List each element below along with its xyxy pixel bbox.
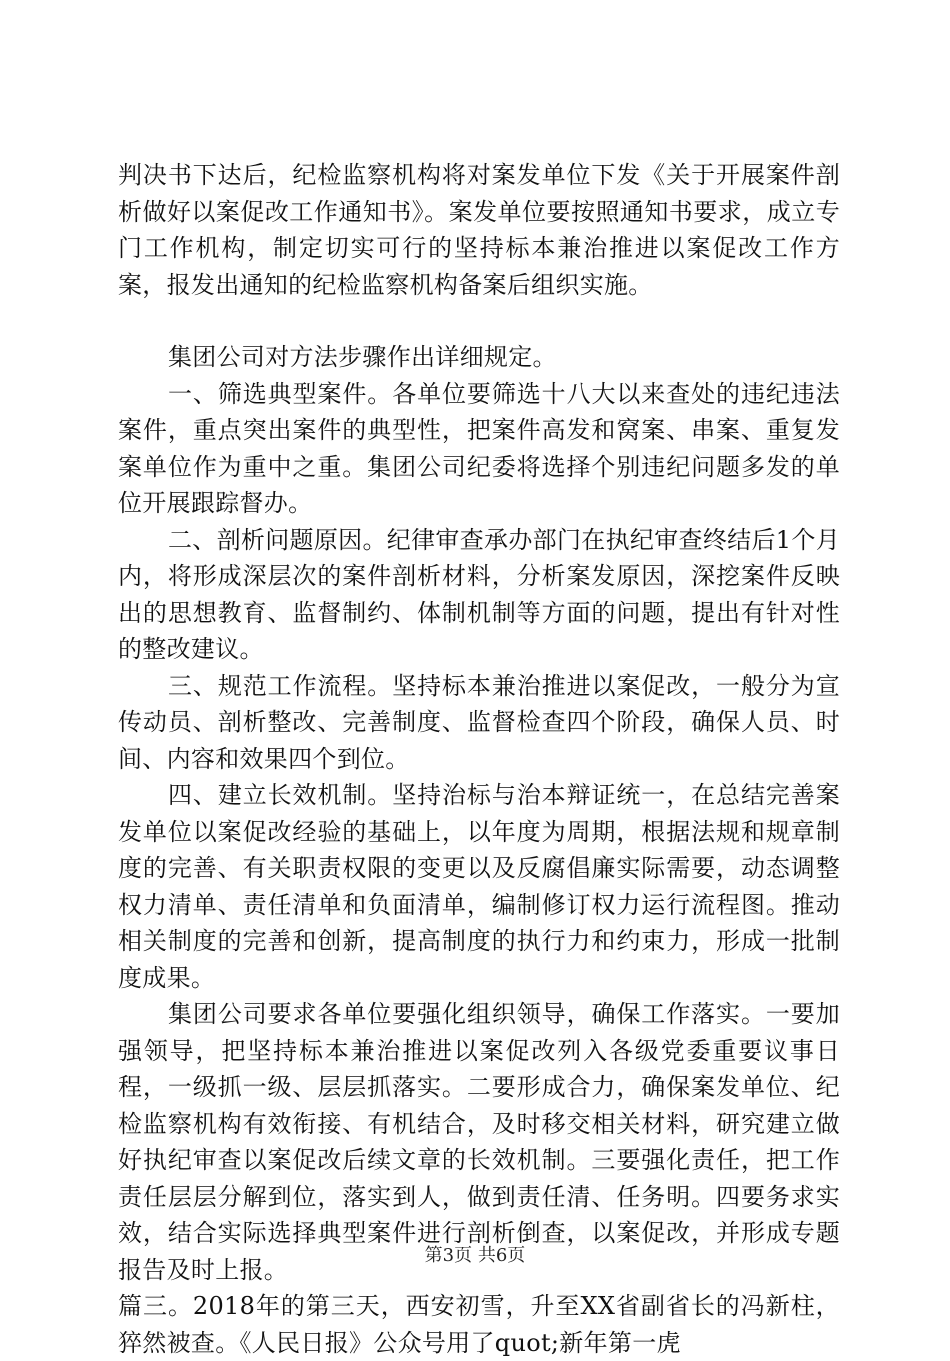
page-number: 第3页 共6页: [424, 1245, 526, 1266]
paragraph-step-two: 二、剖析问题原因。纪律审查承办部门在执纪审查终结后1个月内，将形成深层次的案件剖析材料，分析案发原因，深挖案件反映出的思想教育、监督制约、体制机制等方面的问题，提出有针对性的整改建议。: [118, 525, 840, 663]
paragraph-step-four: 四、建立长效机制。坚持治标与治本辩证统一，在总结完善案发单位以案促改经验的基础上，以年度为周期，根据法规和规章制度的完善、有关职责权限的变更以及反腐倡廉实际需要，动态调整权力清单、责任清单和负面清单，编制修订权力运行流程图。推动相关制度的完善和创新，提高制度的执行力和约束力，形成一批制度成果。: [118, 781, 840, 992]
paragraph-requirements: 集团公司要求各单位要强化组织领导，确保工作落实。一要加强领导，把坚持标本兼治推进以案促改列入各级党委重要议事日程，一级抓一级、层层抓落实。二要形成合力，确保案发单位、纪检监察机构有效衔接、有机结合，及时移交相关材料，研究建立做好执纪审查以案促改后续文章的长效机制。三要强化责任，把工作责任层层分解到位，落实到人，做到责任清、任务明。四要务求实效，结合实际选择典型案件进行剖析倒查，以案促改，并形成专题报告及时上报。: [118, 1000, 840, 1284]
paragraph-step-one: 一、筛选典型案件。各单位要筛选十八大以来查处的违纪违法案件，重点突出案件的典型性，把案件高发和窝案、串案、重复发案单位作为重中之重。集团公司纪委将选择个别违纪问题多发的单位开展跟踪督办。: [118, 379, 840, 517]
paragraph-methods-heading: 集团公司对方法步骤作出详细规定。: [168, 343, 557, 371]
paragraph-intro: 判决书下达后，纪检监察机构将对案发单位下发《关于开展案件剖析做好以案促改工作通知书》。案发单位要按照通知书要求，成立专门工作机构，制定切实可行的坚持标本兼治推进以案促改工作方案，报发出通知的纪检监察机构备案后组织实施。: [118, 161, 840, 299]
paragraph-part-three: 篇三。2018年的第三天，西安初雪，升至XX省副省长的冯新柱，猝然被查。《人民日报》公众号用了quot;新年第一虎: [118, 1292, 840, 1357]
paragraph-step-three: 三、规范工作流程。坚持标本兼治推进以案促改，一般分为宣传动员、剖析整改、完善制度、监督检查四个阶段，确保人员、时间、内容和效果四个到位。: [118, 671, 840, 773]
document-body: [118, 157, 840, 1361]
